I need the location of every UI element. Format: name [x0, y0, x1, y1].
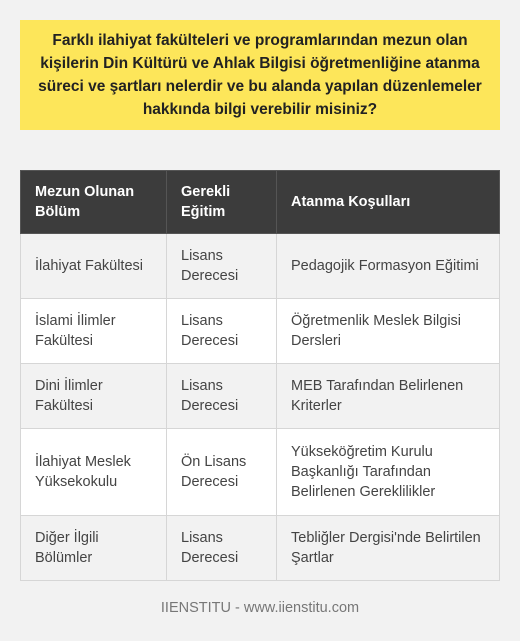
- table-row: [21, 299, 500, 364]
- cell-education: Lisans Derecesi: [167, 364, 277, 429]
- column-header-education: Gerekli Eğitim: [167, 171, 277, 234]
- cell-conditions: MEB Tarafından Belirlenen Kriterler: [277, 364, 500, 429]
- cell-conditions: Öğretmenlik Meslek Bilgisi Dersleri: [277, 299, 500, 364]
- cell-conditions: Yükseköğretim Kurulu Başkanlığı Tarafından Belirlenen Gereklilikler: [277, 429, 500, 516]
- cell-education: Lisans Derecesi: [167, 299, 277, 364]
- footer-source: IIENSTITU - www.iienstitu.com: [160, 600, 360, 616]
- cell-conditions: Pedagojik Formasyon Eğitimi: [277, 234, 500, 299]
- cell-education: Ön Lisans Derecesi: [167, 429, 277, 516]
- table-header-row: [21, 171, 500, 234]
- cell-education: Lisans Derecesi: [167, 234, 277, 299]
- table-row: [21, 516, 500, 581]
- cell-conditions: Tebliğler Dergisi'nde Belirtilen Şartlar: [277, 516, 500, 581]
- question-title-box: [20, 20, 500, 130]
- cell-department: İlahiyat Fakültesi: [21, 234, 167, 299]
- cell-department: İslami İlimler Fakültesi: [21, 299, 167, 364]
- appointment-table: [20, 170, 500, 581]
- column-header-department: Mezun Olunan Bölüm: [21, 171, 167, 234]
- cell-department: Diğer İlgili Bölümler: [21, 516, 167, 581]
- question-title: Farklı ilahiyat fakülteleri ve programlarından mezun olan kişilerin Din Kültürü ve Ahlak Bilgisi öğretmenliğine atanma süreci ve şartları nelerdir ve bu alanda yapılan düzenlemeler hakkında bilgi verebilir misiniz?: [38, 32, 482, 118]
- cell-department: İlahiyat Meslek Yüksekokulu: [21, 429, 167, 516]
- cell-department: Dini İlimler Fakültesi: [21, 364, 167, 429]
- column-header-conditions: Atanma Koşulları: [277, 171, 500, 234]
- cell-education: Lisans Derecesi: [167, 516, 277, 581]
- table-row: [21, 364, 500, 429]
- table-row: [21, 234, 500, 299]
- table-row: [21, 429, 500, 516]
